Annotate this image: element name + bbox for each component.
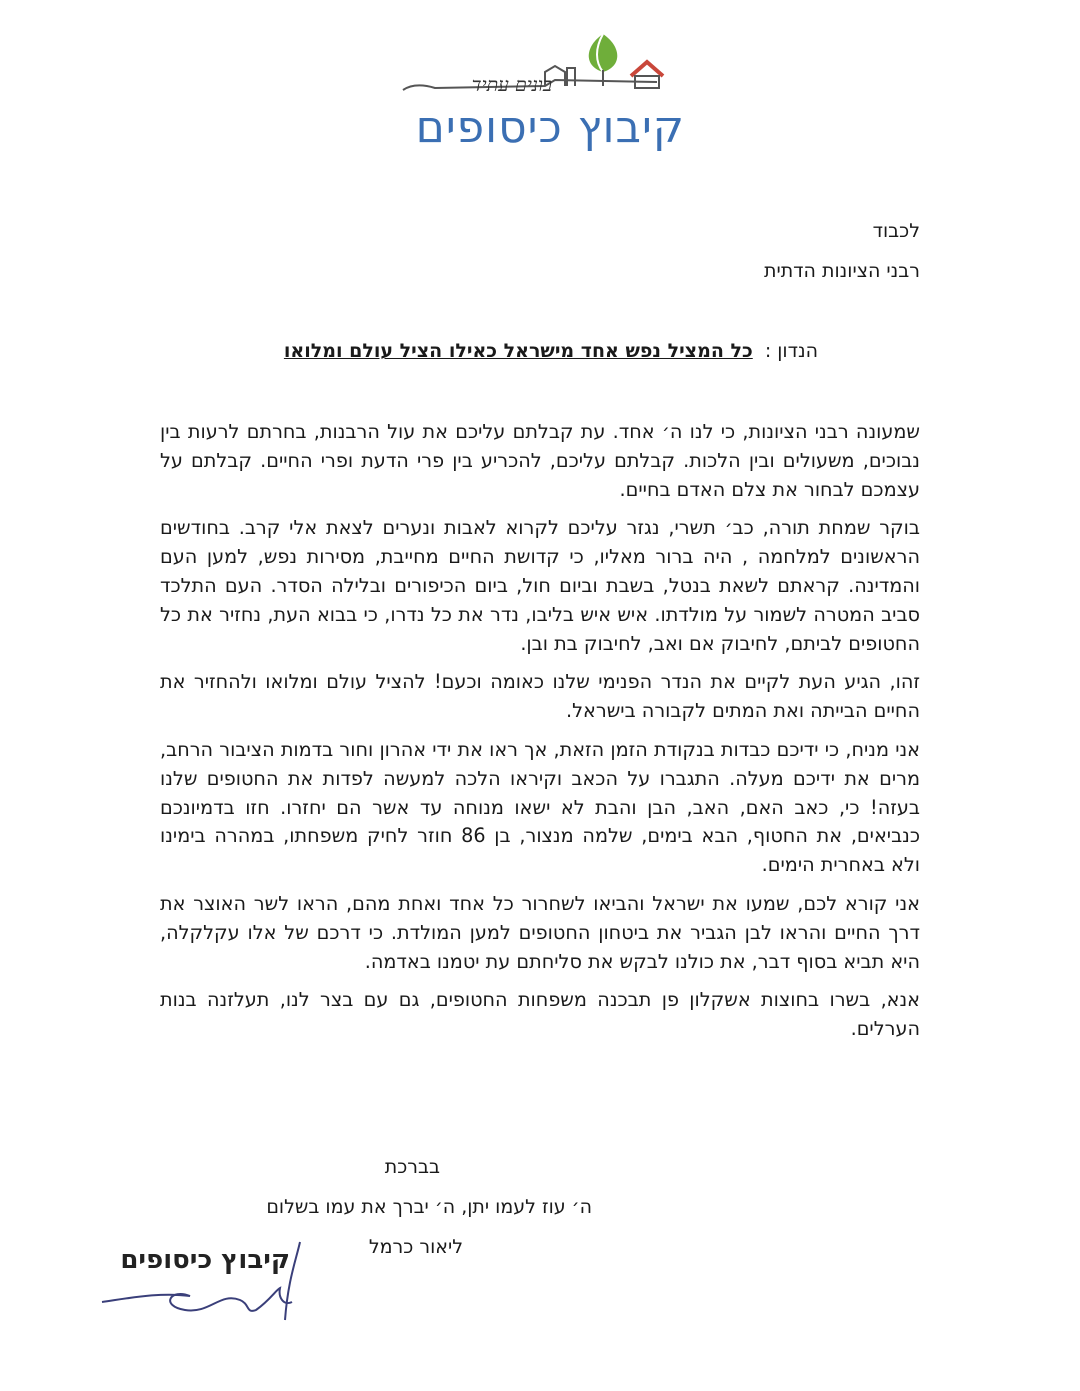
- body-paragraph: אנא, בשרו בחוצות אשקלון פן תבכנה משפחות החטופים, גם עם בצר לנו, תעלזנה בנות הערלים.: [160, 988, 920, 1041]
- handwritten-signature: [100, 1240, 310, 1330]
- subject-label: הנדון :: [764, 340, 818, 362]
- kibbutz-logo: [395, 20, 695, 155]
- letter-body: [160, 418, 920, 1054]
- subject-title: כל המציל נפש אחד מישראל כאילו הציל עולם ומלואו: [283, 340, 753, 362]
- logo-name: קיבוץ כיסופים: [415, 102, 685, 153]
- body-paragraph: זהו, הגיע העת לקיים את הנדר הפנימי שלנו כאומה וכעם! להציל עולם ומלואו ולהחזיר את החיים הבייתה ואת המתים לקבורה בישראל.: [160, 670, 920, 723]
- body-paragraph: שמעונה רבני הציונות, כי לנו ה׳ אחד. עת קבלתם עליכם את עול הרבנות, בחרתם לרעות בין נבוכים, משעולים ובין הלכות. קבלתם עליכם, להכריע בין פרי הדעת ופרי החיים. קבלתם על עצמכם לבחור את צלם האדם בחיים.: [160, 420, 920, 501]
- body-paragraph: אני קורא לכם, שמעו את ישראל והביאו לשחרור כל אחד ואחת מהם, הראו לשר האוצר את דרך החיים והראו לבן הגביר את ביטחון החטופים למען המולדת. כי דרכם של אלו עקלקלה, היא תביא בסוף דבר, את כולנו לבקש את סליחתם עת יטמנו באדמה.: [160, 891, 920, 973]
- closing-greeting: בברכת: [384, 1156, 440, 1178]
- recipient-line-2: רבני הציונות הדתית: [763, 260, 920, 282]
- subject-line: [284, 340, 818, 362]
- logo-tagline: בונים עתיד: [471, 74, 552, 96]
- stamp-name: קיבוץ כיסופים: [120, 1245, 290, 1275]
- signer-name: ליאור כרמל: [368, 1236, 463, 1258]
- body-paragraph: בוקר שמחת תורה, כב׳ תשרי, נגזר עליכם לקרוא לאבות ונערים לצאת אלי קרב. בחודשים הראשונים למלחמה , היה ברור מאליו, כי קדושת החיים מחייבת, מסירות נפש, למען העם והמדינה. קראתם לשאת בנטל, בשבת וביום חול, ביום הכיפורים ובלילה הסדר. העם התלכד סביב המטרה לשמור על מולדתו. איש איש בליבו, נדר את כל נדרו, כי בבוא העת, נחזיר את כל החטופים לביתם, לחיבוק אם ואב, לחיבוק בת ובן.: [160, 516, 920, 655]
- signature-stamp: [100, 1240, 310, 1330]
- closing-blessing: ה׳ עוז לעמו יתן, ה׳ יברך את עמו בשלום: [266, 1196, 592, 1218]
- recipient-line-1: לכבוד: [872, 220, 920, 242]
- body-paragraph: אני מניח, כי ידיכם כבדות בנקודת הזמן הזאת, אך ראו את ידי אהרון וחור בדמות הציבור הרחב, מרים את ידיכם מעלה. התגברו על הכאב וקיראו הלכה למעשה לפדות את החטופים שלנו בעזה! כי, כאב האם, האב, הבן והבת לא ישאו מנוחה עד אשר הם יחזרו. חזו בדמיונכם כנביאים, את החטוף, הבא בימים, שלמה מנצור, בן 86 חוזר לחיק משפחתו, במהרה בימינו ולא באחרית הימים.: [160, 737, 920, 877]
